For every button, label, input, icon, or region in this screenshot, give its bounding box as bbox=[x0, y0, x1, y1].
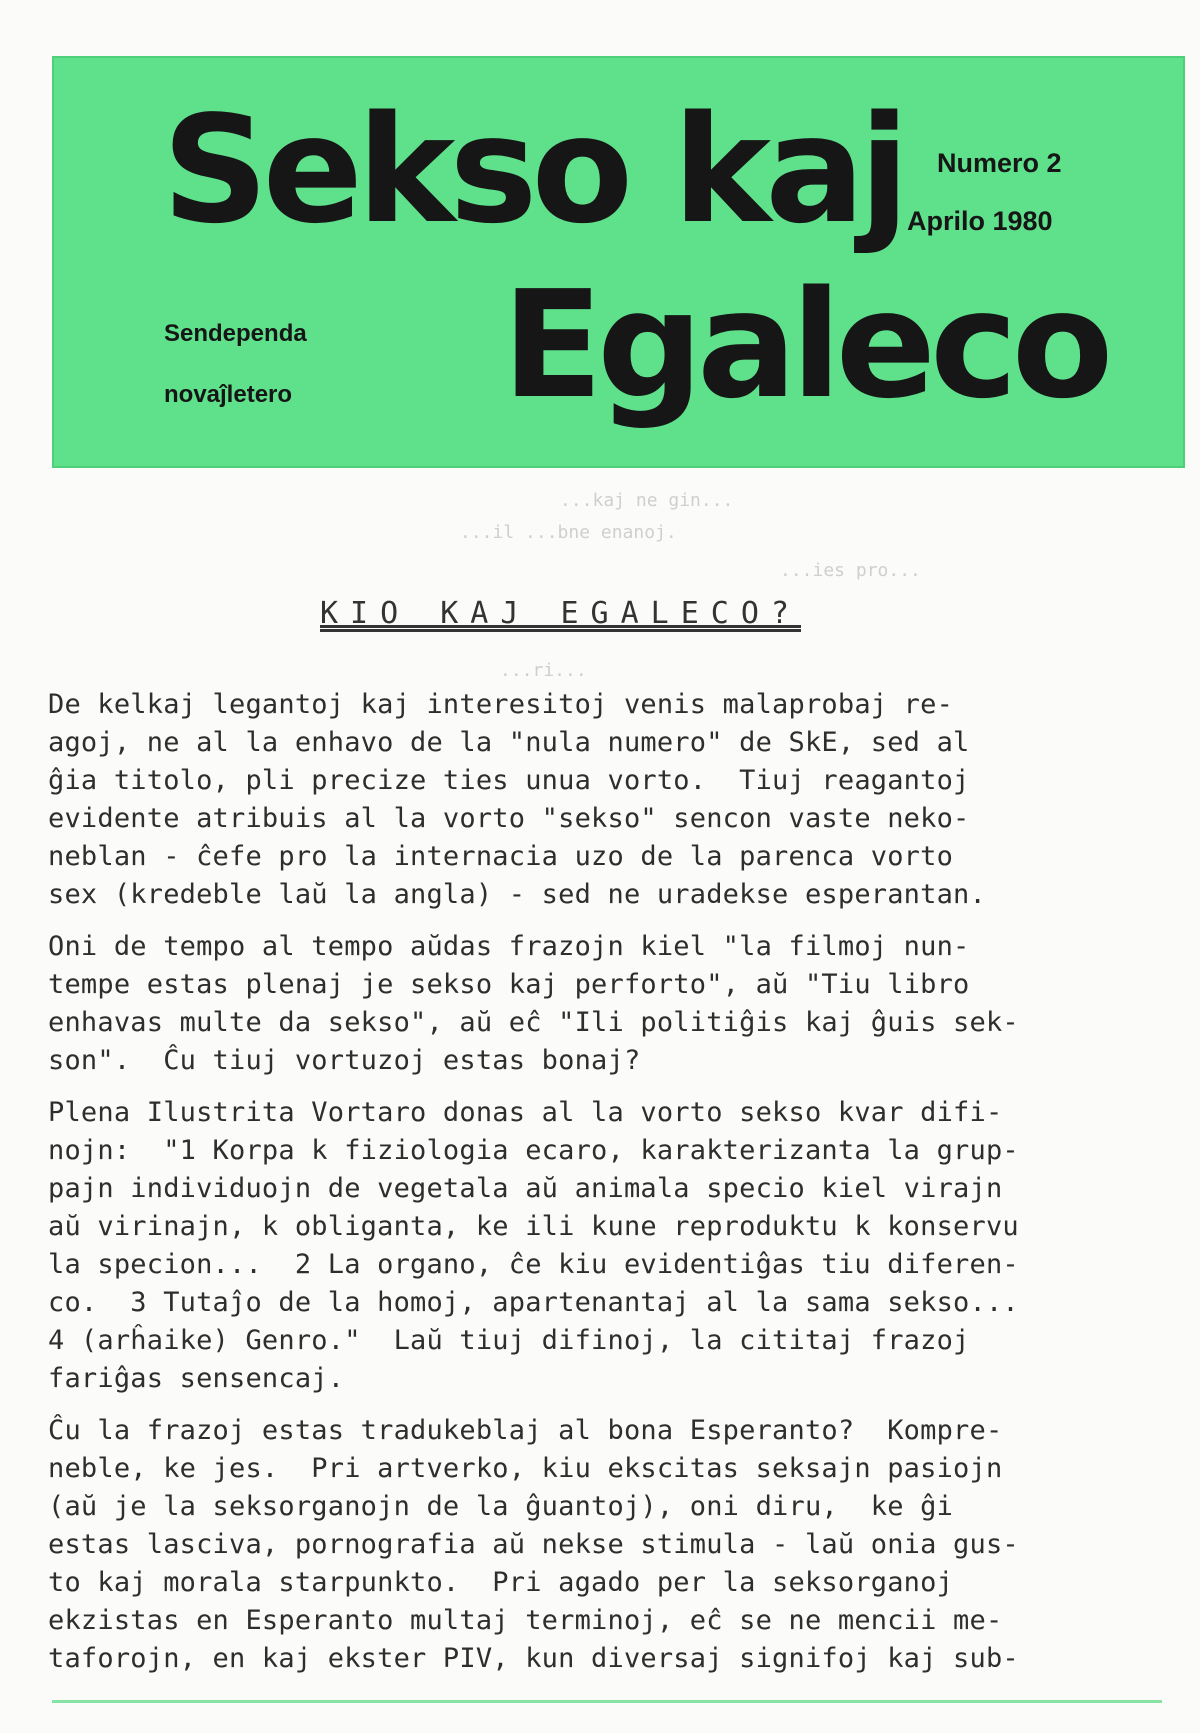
show-through-text: ...ies pro... bbox=[780, 560, 921, 581]
subtitle-line2: novaĵletero bbox=[164, 381, 293, 408]
article-body bbox=[48, 686, 1178, 1692]
subtitle-line1: Sendependa bbox=[164, 320, 307, 347]
paragraph: Oni de tempo al tempo aŭdas frazojn kiel "la filmoj nun- tempe estas plenaj je sekso kaj perforto", aŭ "Tiu libro enhavas multe da sekso", aŭ eĉ "Ili politiĝis kaj ĝuis sek- son". Ĉu tiuj vortuzoj estas bonaj? bbox=[48, 931, 1019, 1076]
show-through-text: ...kaj ne gin... bbox=[560, 490, 734, 511]
newsletter-title-line1: Sekso kaj bbox=[162, 84, 904, 256]
bottom-rule bbox=[52, 1700, 1162, 1703]
issue-date: Aprilo 1980 bbox=[907, 206, 1053, 236]
issue-number: Numero 2 bbox=[937, 148, 1062, 178]
masthead bbox=[52, 56, 1185, 468]
paragraph: Ĉu la frazoj estas tradukeblaj al bona Esperanto? Kompre- neble, ke jes. Pri artverko, kiu ekscitas seksajn pasiojn (aŭ je la seksorganojn de la ĝuantoj), oni diru, ke ĝi estas lasciva, pornografia aŭ nekse stimula - laŭ onia gus- to kaj morala starpunkto. Pri agado per la seksorganoj ekzistas en Esperanto multaj terminoj, eĉ se ne mencii me- taforojn, en kaj ekster PIV, kun diversaj signifoj kaj sub- bbox=[48, 1415, 1019, 1674]
show-through-text: ...ri... bbox=[500, 660, 587, 681]
show-through-text: ...il ...bne enanoj. bbox=[460, 522, 677, 543]
paragraph: Plena Ilustrita Vortaro donas al la vorto sekso kvar difi- nojn: "1 Korpa k fiziologia ecaro, karakterizanta la grup- pajn individuojn de vegetala aŭ animala specio kiel virajn aŭ virinajn, k obliganta, ke ili kune reproduktu k konservu la specion... 2 La organo, ĉe kiu evidentiĝas tiu diferen- co. 3 Tutaĵo de la homoj, apartenantaj al la sama sekso... 4 (arĥaike) Genro." Laŭ tiuj difinoj, la cititaj frazoj fariĝas sensencaj. bbox=[48, 1097, 1019, 1394]
newsletter-title-line2: Egaleco bbox=[502, 259, 1108, 431]
article-title: KIO KAJ EGALECO? bbox=[320, 596, 801, 631]
paragraph: De kelkaj legantoj kaj interesitoj venis malaprobaj re- agoj, ne al la enhavo de la "nula numero" de SkE, sed al ĝia titolo, pli precize ties unua vorto. Tiuj reagantoj evidente atribuis al la vorto "sekso" sencon vaste neko- neblan - ĉefe pro la internacia uzo de la parenca vorto sex (kredeble laŭ la angla) - sed ne uradekse esperantan. bbox=[48, 689, 986, 910]
